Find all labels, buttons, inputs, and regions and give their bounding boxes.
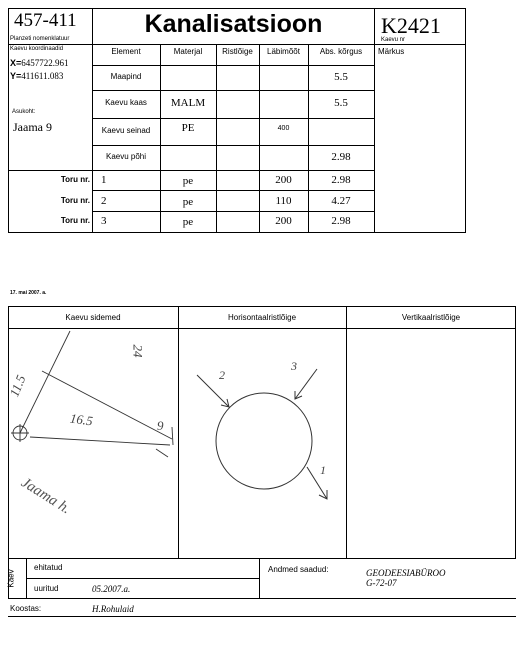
- sketch-dist-2: 24: [130, 344, 146, 358]
- compiled-value: H.Rohulaid: [92, 604, 134, 614]
- location-value: Jaama 9: [13, 120, 52, 134]
- footer-section-label: Kaev: [6, 569, 16, 588]
- row-elevation: 2.98: [331, 151, 351, 163]
- pipe-label: Toru nr.: [60, 196, 90, 205]
- row-elevation: 5.5: [334, 97, 348, 109]
- pipe-material: pe: [182, 216, 194, 228]
- sketch-street: Jaama h.: [18, 474, 74, 518]
- pipe-number: 3: [101, 215, 107, 227]
- vertical-section-title: Vertikaalristlõige: [401, 313, 461, 322]
- horizontal-section-sketch: [179, 329, 346, 558]
- y-coordinate: Y=411611.083: [10, 71, 64, 81]
- row-elevation: 5.5: [334, 71, 348, 83]
- pipe-diameter: 200: [275, 174, 292, 186]
- compiled-label: Koostas:: [10, 604, 42, 613]
- pipe-label-1: 1: [320, 463, 326, 477]
- pipe-number: 1: [101, 174, 107, 186]
- ties-sketch: [8, 329, 178, 558]
- pipe-elevation: 2.98: [331, 174, 351, 186]
- col-cross-section: Ristlõige: [222, 47, 253, 56]
- location-label: Asukoht:: [12, 109, 36, 115]
- sketch-dist-4: 9: [157, 418, 164, 433]
- well-number: K2421: [381, 13, 441, 38]
- row-material: MALM: [170, 97, 206, 109]
- row-material: PE: [181, 122, 195, 134]
- page-title: Kanalisatsioon: [144, 10, 323, 38]
- pipe-number: 2: [101, 195, 107, 207]
- sketch-dist-3: 16.5: [69, 410, 94, 429]
- row-element: Maapind: [110, 72, 142, 81]
- built-label: ehitatud: [34, 563, 63, 572]
- pipe-diameter: 200: [275, 215, 292, 227]
- pipe-label-2: 2: [219, 368, 225, 382]
- measured-value: 05.2007.a.: [92, 584, 131, 594]
- pipe-diameter: 110: [275, 195, 292, 207]
- col-element: Element: [111, 47, 141, 56]
- col-diameter: Läbimõõt: [267, 47, 300, 56]
- date-note: 17. mai 2007. a.: [10, 290, 47, 296]
- col-material: Materjal: [173, 47, 203, 56]
- source-value: GEODEESIABÜROO: [366, 568, 446, 578]
- pipe-label-3: 3: [291, 359, 297, 373]
- row-element: Kaevu põhi: [105, 152, 147, 161]
- well-circle-icon: [216, 393, 312, 489]
- horizontal-section-title: Horisontaalristlõige: [227, 313, 297, 322]
- pipe-elevation: 4.27: [331, 195, 351, 207]
- pipe-material: pe: [182, 196, 194, 208]
- ties-title: Kaevu sidemed: [65, 313, 121, 322]
- x-coordinate: X=6457722.961: [10, 58, 69, 68]
- col-elevation: Abs. kõrgus: [319, 47, 363, 56]
- well-number-label: Kaevu nr: [381, 37, 406, 43]
- row-element: Kaevu kaas: [105, 98, 147, 107]
- source-label: Andmed saadud:: [268, 565, 329, 574]
- measured-label: uuritud: [34, 584, 59, 593]
- sketch-dist-1: 11.5: [6, 372, 29, 399]
- plan-number: 457-411: [14, 10, 77, 31]
- pipe-material: pe: [182, 175, 194, 187]
- coords-label: Kaevu koordinaadid: [10, 46, 64, 52]
- pipe-label: Toru nr.: [60, 175, 90, 184]
- source-code: G-72-07: [366, 578, 397, 588]
- remarks-label: Märkus: [378, 47, 405, 56]
- pipe-elevation: 2.98: [331, 215, 351, 227]
- row-element: Kaevu seinad: [101, 126, 151, 135]
- row-diameter: 400: [277, 125, 290, 132]
- pipe-label: Toru nr.: [60, 216, 90, 225]
- plan-number-label: Planzeti nomenklatuur: [10, 36, 70, 42]
